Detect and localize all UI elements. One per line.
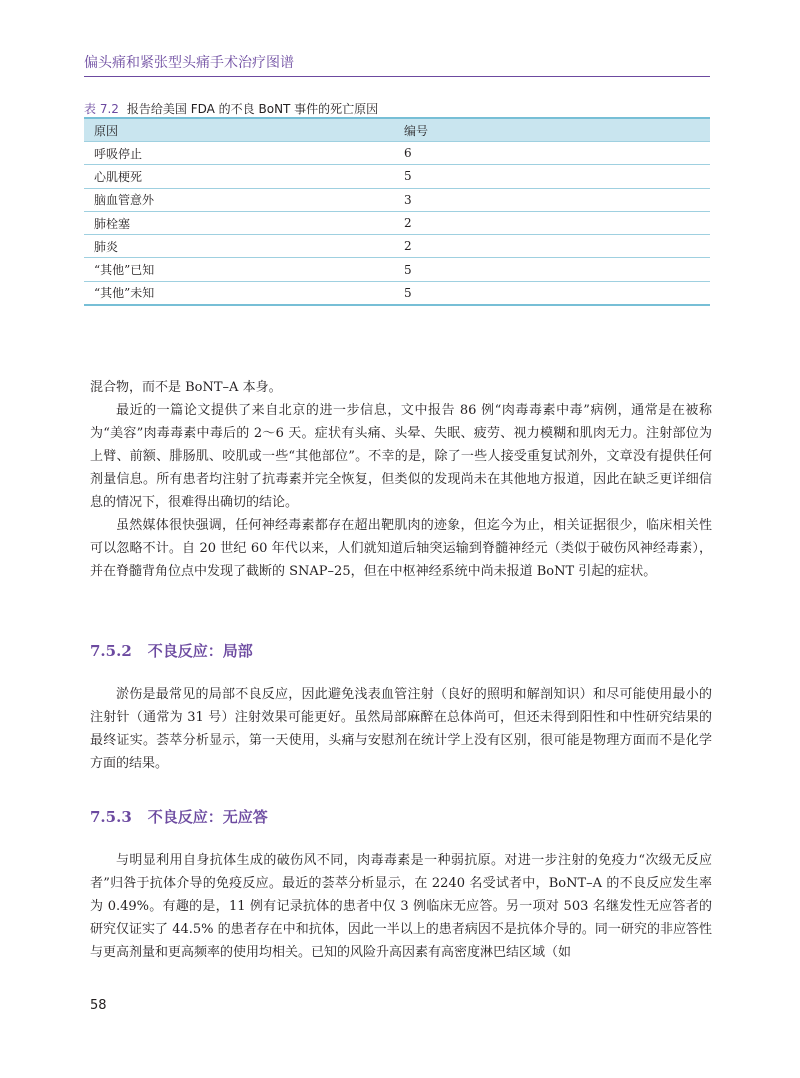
table-caption <box>84 100 378 117</box>
table-row <box>84 188 710 211</box>
running-head-title: 偏头痛和紧张型头痛手术治疗图谱 <box>84 55 294 71</box>
body-text-local <box>90 683 712 775</box>
cell-number: 2 <box>394 235 710 258</box>
table-row <box>84 235 710 258</box>
paragraph-nonresponse: 与明显利用自身抗体生成的破伤风不同，肉毒毒素是一种弱抗原。对进一步注射的免疫力“次级无反应者”归咎于抗体介导的免疫反应。最近的荟萃分析显示，在 2240 名受试者中，BoNT–A 的不良反应发生率为 0.49%。有趣的是，11 例有记录抗体的患者中仅 3 例临床无应答。另一项对 503 名继发性无应答者的研究仅证实了 44.5% 的患者存在中和抗体，因此一半以上的患者病因不是抗体介导的。同一研究的非应答性与更高剂量和更高频率的使用均相关。已知的风险升高因素有高密度淋巴结区域（如 <box>90 853 712 960</box>
cell-cause: “其他”已知 <box>84 258 394 281</box>
cell-cause: 心肌梗死 <box>84 165 394 188</box>
paragraph-beijing-report: 最近的一篇论文提供了来自北京的进一步信息，文中报告 86 例“肉毒毒素中毒”病例，通常是在被称为“美容”肉毒毒素中毒后的 2～6 天。症状有头痛、头晕、失眠、疲劳、视力模糊和肌肉无力。注射部位为上臂、前额、腓肠肌、咬肌或一些“其他部位”。不幸的是，除了一些人接受重复试剂外，文章没有提供任何剂量信息。所有患者均注射了抗毒素并完全恢复，但类似的发现尚未在其他地方报道，因此在缺乏更详细信息的情况下，很难得出确切的结论。 <box>90 403 712 510</box>
cell-number: 5 <box>394 281 710 305</box>
cell-number: 3 <box>394 188 710 211</box>
cell-number: 5 <box>394 258 710 281</box>
table-row <box>84 281 710 305</box>
cell-cause: “其他”未知 <box>84 281 394 305</box>
section-heading-nonresponse <box>90 806 268 827</box>
paragraph-continuation: 混合物，而不是 BoNT–A 本身。 <box>90 380 282 395</box>
column-header-number: 编号 <box>394 118 710 142</box>
cell-number: 5 <box>394 165 710 188</box>
table-row <box>84 142 710 165</box>
paragraph-neurotoxin-spread: 虽然媒体很快强调，任何神经毒素都存在超出靶肌肉的迹象，但迄今为止，相关证据很少，临床相关性可以忽略不计。自 20 世纪 60 年代以来，人们就知道后轴突运输到脊髓神经元（类似于破伤风神经毒素），并在脊髓背角位点中发现了截断的 SNAP–25，但在中枢神经系统中尚未报道 BoNT 引起的症状。 <box>90 518 712 579</box>
header-rule <box>84 76 710 77</box>
body-text-nonresponse <box>90 849 712 964</box>
table-row <box>84 211 710 234</box>
table-number: 表 7.2 <box>84 102 119 116</box>
table-row <box>84 165 710 188</box>
table-row <box>84 258 710 281</box>
section-title: 不良反应：无应答 <box>147 808 268 826</box>
table-caption-text: 报告给美国 FDA 的不良 BoNT 事件的死亡原因 <box>126 102 379 116</box>
section-heading-local <box>90 640 253 661</box>
cell-cause: 肺炎 <box>84 235 394 258</box>
column-header-cause: 原因 <box>84 118 394 142</box>
cell-number: 2 <box>394 211 710 234</box>
body-text-top <box>90 376 712 583</box>
table-header-row <box>84 118 710 142</box>
death-cause-table <box>84 117 710 306</box>
cell-cause: 肺栓塞 <box>84 211 394 234</box>
cell-number: 6 <box>394 142 710 165</box>
paragraph-local-reactions: 淤伤是最常见的局部不良反应，因此避免浅表血管注射（良好的照明和解剖知识）和尽可能使用最小的注射针（通常为 31 号）注射效果可能更好。虽然局部麻醉在总体尚可，但还未得到阳性和中性研究结果的最终证实。荟萃分析显示，第一天使用，头痛与安慰剂在统计学上没有区别，很可能是物理方面而不是化学方面的结果。 <box>90 687 712 771</box>
section-number: 7.5.2 <box>90 642 132 660</box>
section-title: 不良反应：局部 <box>147 642 253 660</box>
page-number: 58 <box>90 998 107 1013</box>
cell-cause: 脑血管意外 <box>84 188 394 211</box>
section-number: 7.5.3 <box>90 808 132 826</box>
cell-cause: 呼吸停止 <box>84 142 394 165</box>
